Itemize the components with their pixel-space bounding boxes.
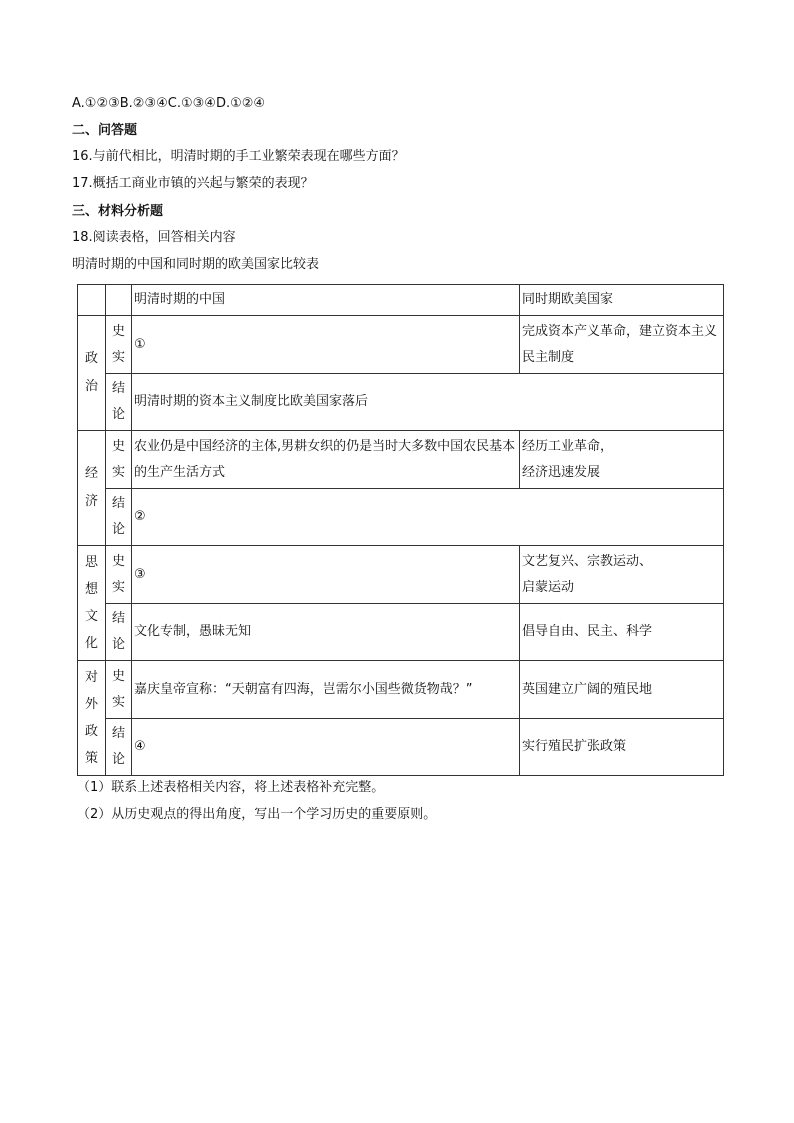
foreign-fact-china: 嘉庆皇帝宣称：“天朝富有四海，岂需尔小国些微货物哉？” — [132, 661, 520, 719]
foreign-category — [78, 661, 106, 776]
table-header-row — [78, 285, 724, 316]
economy-fact-west-line2: 经济迅速发展 — [522, 464, 601, 480]
header-empty-cell — [78, 285, 106, 316]
culture-label: 思想文化 — [84, 555, 98, 651]
politics-category — [78, 316, 106, 431]
economy-conclusion-row — [78, 489, 724, 546]
fact-label: 史实 — [111, 438, 125, 480]
politics-conclusion-row — [78, 374, 724, 431]
foreign-conclusion-china: ④ — [132, 719, 520, 776]
politics-fact-west: 完成资本产义革命，建立资本主义民主制度 — [520, 316, 724, 374]
culture-fact-china: ③ — [132, 546, 520, 604]
question-16: 16.与前代相比，明清时期的手工业繁荣表现在哪些方面？ — [72, 149, 405, 164]
culture-fact-west — [520, 546, 724, 604]
politics-label: 政治 — [84, 351, 98, 394]
foreign-conclusion-row — [78, 719, 724, 776]
culture-conclusion-label — [106, 604, 132, 661]
culture-fact-row — [78, 546, 724, 604]
economy-category — [78, 431, 106, 546]
header-west: 同时期欧美国家 — [520, 285, 724, 316]
economy-fact-west — [520, 431, 724, 489]
politics-fact-china: ① — [132, 316, 520, 374]
culture-fact-label — [106, 546, 132, 604]
economy-label: 经济 — [84, 466, 98, 509]
foreign-fact-row — [78, 661, 724, 719]
politics-conclusion: 明清时期的资本主义制度比欧美国家落后 — [132, 374, 724, 431]
question-18: 18.阅读表格，回答相关内容 — [72, 230, 236, 245]
conclusion-label: 结论 — [111, 611, 125, 652]
foreign-fact-label — [106, 661, 132, 719]
table-caption: 明清时期的中国和同时期的欧美国家比较表 — [72, 257, 320, 272]
header-china: 明清时期的中国 — [132, 285, 520, 316]
conclusion-label: 结论 — [111, 496, 125, 537]
economy-fact-west-line1: 经历工业革命， — [522, 438, 614, 454]
question-17: 17.概括工商业市镇的兴起与繁荣的表现？ — [72, 176, 314, 191]
options-line: A.①②③B.②③④C.①③④D.①②④ — [72, 96, 266, 111]
section3-title: 三、材料分析题 — [72, 204, 164, 219]
politics-fact-label — [106, 316, 132, 374]
economy-conclusion: ② — [132, 489, 724, 546]
culture-conclusion-row — [78, 604, 724, 661]
sub-question-1: （1）联系上述表格相关内容，将上述表格补充完整。 — [77, 780, 385, 795]
culture-category — [78, 546, 106, 661]
culture-conclusion-china: 文化专制，愚昧无知 — [132, 604, 520, 661]
fact-label: 史实 — [111, 668, 125, 710]
foreign-fact-west: 英国建立广阔的殖民地 — [520, 661, 724, 719]
economy-fact-china: 农业仍是中国经济的主体,男耕女织的仍是当时大多数中国农民基本的生产生活方式 — [132, 431, 520, 489]
culture-fact-west-line2: 启蒙运动 — [522, 579, 575, 595]
comparison-table — [77, 284, 724, 776]
conclusion-label: 结论 — [111, 381, 125, 422]
culture-fact-west-line1: 文艺复兴、宗教运动、 — [522, 553, 653, 569]
foreign-label: 对外政策 — [84, 670, 98, 766]
economy-conclusion-label — [106, 489, 132, 546]
sub-question-2: （2）从历史观点的得出角度，写出一个学习历史的重要原则。 — [77, 807, 437, 822]
fact-label: 史实 — [111, 553, 125, 595]
fact-label: 史实 — [111, 323, 125, 365]
economy-fact-label — [106, 431, 132, 489]
foreign-conclusion-label — [106, 719, 132, 776]
politics-conclusion-label — [106, 374, 132, 431]
economy-fact-row — [78, 431, 724, 489]
foreign-conclusion-west: 实行殖民扩张政策 — [520, 719, 724, 776]
header-empty-cell — [106, 285, 132, 316]
politics-fact-row — [78, 316, 724, 374]
conclusion-label: 结论 — [111, 726, 125, 767]
section2-title: 二、问答题 — [72, 123, 138, 138]
culture-conclusion-west: 倡导自由、民主、科学 — [520, 604, 724, 661]
